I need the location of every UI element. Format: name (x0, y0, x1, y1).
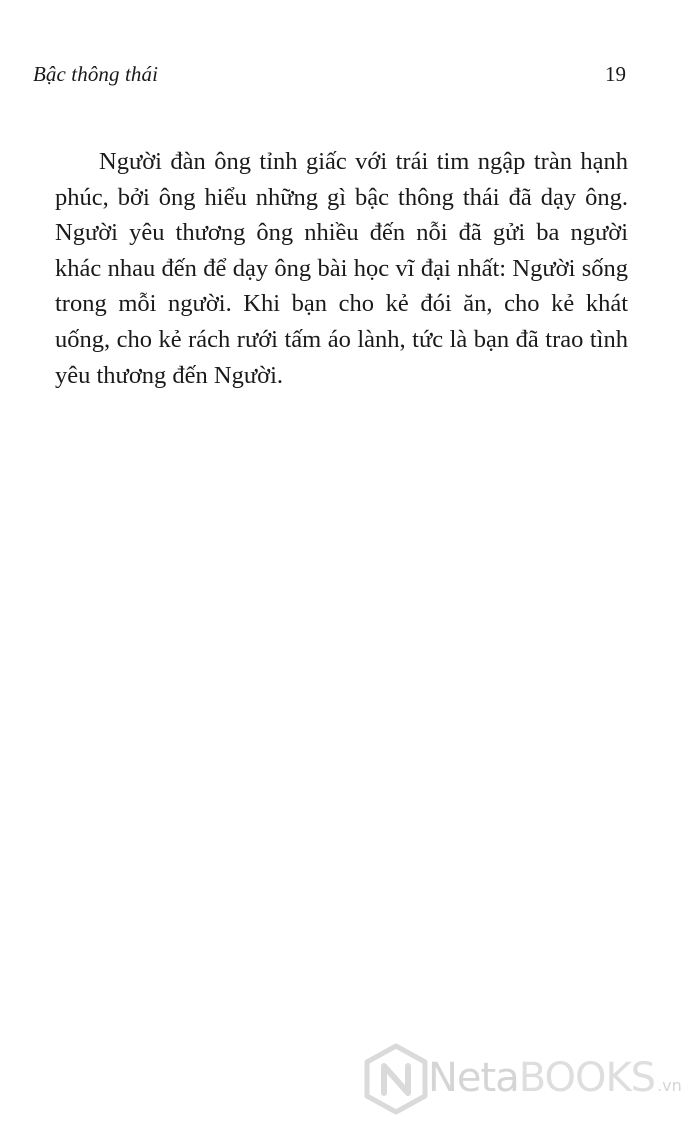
body-paragraph: Người đàn ông tỉnh giấc với trái tim ngập tràn hạnh phúc, bởi ông hiểu những gì bậc thông thái đã dạy ông. Người yêu thương ông nhiều đến nỗi đã gửi ba người khác nhau đến để dạy ông bài học vĩ đại nhất: Người sống trong mỗi người. Khi bạn cho kẻ đói ăn, cho kẻ khát uống, cho kẻ rách rưới tấm áo lành, tức là bạn đã trao tình yêu thương đến Người. (55, 148, 628, 389)
running-title: Bậc thông thái (33, 62, 159, 86)
watermark-brand-neta: Neta (428, 1055, 519, 1101)
watermark-domain-suffix: .vn (657, 1076, 682, 1095)
page-number: 19 (605, 62, 626, 86)
netabooks-hexagon-n-icon (362, 1043, 430, 1115)
netabooks-watermark (362, 1043, 694, 1115)
watermark-brand-books: BOOKS (518, 1055, 656, 1101)
watermark-brand-text (428, 1055, 682, 1101)
